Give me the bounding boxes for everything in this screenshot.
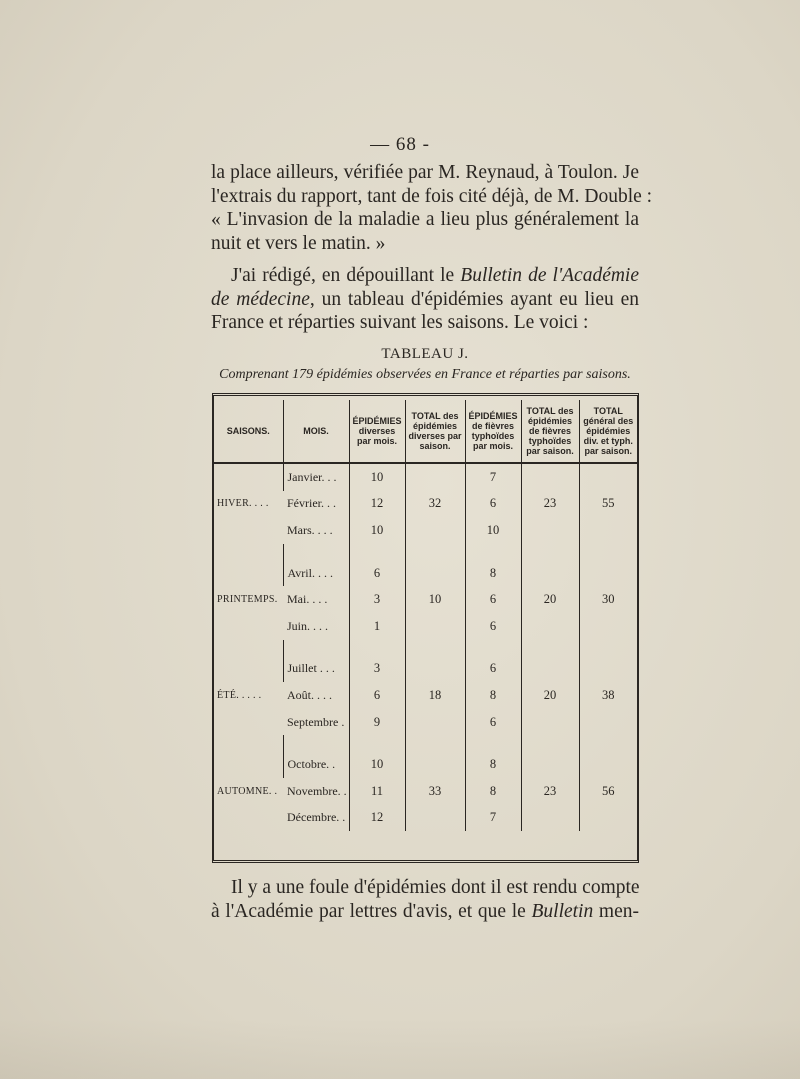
total-general-cell: 55 <box>579 463 637 544</box>
spacer-cell <box>521 640 579 656</box>
table-row <box>214 656 637 683</box>
season-separator-row <box>214 640 637 656</box>
month-cell: Juin. . . . <box>287 618 329 633</box>
typhoides-cell: 8 <box>465 778 521 805</box>
spacer-cell <box>465 640 521 656</box>
table-row <box>214 560 637 587</box>
table-row <box>214 463 637 491</box>
text-run: , un tableau d'épidémies ayant eu lieu en <box>309 288 640 310</box>
typhoides-cell: 8 <box>465 560 521 587</box>
diverses-cell: 12 <box>349 491 405 518</box>
epidemic-table <box>214 400 637 831</box>
text-run: à l'Académie par lettres d'avis, et que le <box>211 900 532 922</box>
spacer-cell <box>405 735 465 751</box>
diverses-cell: 1 <box>349 613 405 640</box>
month-cell: Mars. . . . <box>287 522 333 537</box>
column-header: MOIS. <box>283 400 349 463</box>
column-header: TOTAL des épidémies diverses par saison. <box>405 400 465 463</box>
table-title: TABLEAU J. <box>381 346 469 362</box>
paragraph-2 <box>211 264 639 335</box>
spacer-cell <box>405 544 465 560</box>
text-line: l'extrais du rapport, tant de fois cité déjà, de M. Double : <box>211 185 653 207</box>
month-cell: Décembre. . <box>287 810 346 825</box>
total-typhoides-cell: 20 <box>521 560 579 640</box>
diverses-cell: 10 <box>349 751 405 778</box>
typhoides-cell: 6 <box>465 613 521 640</box>
spacer-cell <box>214 544 283 560</box>
spacer-cell <box>579 544 637 560</box>
page-shading <box>0 1019 800 1079</box>
text-run: J'ai rédigé, en dépouillant le <box>231 265 461 286</box>
spacer-cell <box>349 544 405 560</box>
table-row <box>214 751 637 778</box>
diverses-cell: 6 <box>349 682 405 709</box>
month-cell: Avril. . . . <box>283 560 349 587</box>
spacer-cell <box>283 640 349 656</box>
season-separator-row <box>214 735 637 751</box>
total-general-cell: 30 <box>579 560 637 640</box>
text-line: « L'invasion de la maladie a lieu plus généralement la <box>211 209 639 231</box>
typhoides-cell: 8 <box>465 682 521 709</box>
page-number: — 68 - <box>370 134 430 155</box>
paragraph-3 <box>211 876 639 923</box>
spacer-cell <box>405 640 465 656</box>
season-cell: ÉTÉ. . . . . <box>217 689 262 701</box>
month-cell: Août. . . . <box>287 687 332 702</box>
typhoides-cell: 6 <box>465 656 521 683</box>
typhoides-cell: 6 <box>465 491 521 518</box>
spacer-cell <box>349 735 405 751</box>
season-cell: AUTOMNE. . <box>217 785 278 797</box>
season-separator-row <box>214 544 637 560</box>
spacer-cell <box>521 544 579 560</box>
text-line <box>211 900 639 924</box>
spacer-cell <box>465 544 521 560</box>
total-diverses-cell: 10 <box>405 560 465 640</box>
epidemic-table-frame <box>212 393 639 863</box>
table-header-row <box>214 400 637 463</box>
month-cell: Septembre . <box>287 714 345 729</box>
text-line: nuit et vers le matin. » <box>211 233 386 255</box>
column-header: TOTAL général des épidémies div. et typh. par saison. <box>579 400 637 463</box>
month-cell: Juillet . . . <box>283 656 349 683</box>
diverses-cell: 10 <box>349 463 405 491</box>
table-body <box>214 463 637 831</box>
typhoides-cell: 10 <box>465 517 521 544</box>
total-typhoides-cell: 23 <box>521 751 579 831</box>
diverses-cell: 3 <box>349 586 405 613</box>
total-general-cell: 56 <box>579 751 637 831</box>
diverses-cell: 9 <box>349 709 405 736</box>
column-header: SAISONS. <box>214 400 283 463</box>
text-line: France et réparties suivant les saisons. Le voici : <box>211 312 589 334</box>
spacer-cell <box>465 735 521 751</box>
text-line <box>211 264 639 288</box>
text-run: men- <box>593 900 639 922</box>
month-cell: Novembre. . <box>287 783 347 798</box>
italic-title: Bulletin de l'Académie <box>460 265 640 286</box>
spacer-cell <box>214 640 283 656</box>
typhoides-cell: 7 <box>465 805 521 832</box>
diverses-cell: 3 <box>349 656 405 683</box>
spacer-cell <box>283 544 349 560</box>
spacer-cell <box>349 640 405 656</box>
text-line: Il y a une foule d'épidémies dont il est rendu compte <box>231 877 640 898</box>
text-line: la place ailleurs, vérifiée par M. Reynaud, à Toulon. Je <box>211 162 639 183</box>
total-diverses-cell: 32 <box>405 463 465 544</box>
spacer-cell <box>579 640 637 656</box>
total-general-cell: 38 <box>579 656 637 736</box>
diverses-cell: 12 <box>349 805 405 832</box>
spacer-cell <box>214 735 283 751</box>
total-typhoides-cell: 23 <box>521 463 579 544</box>
spacer-cell <box>579 735 637 751</box>
month-cell: Janvier. . . <box>283 463 349 491</box>
month-cell: Février. . . <box>287 496 336 511</box>
paragraph-1 <box>211 161 653 256</box>
total-diverses-cell: 33 <box>405 751 465 831</box>
spacer-cell <box>521 735 579 751</box>
column-header: ÉPIDÉMIES de fièvres typhoïdes par mois. <box>465 400 521 463</box>
season-cell: HIVER. . . . <box>217 498 269 510</box>
typhoides-cell: 6 <box>465 586 521 613</box>
typhoides-cell: 6 <box>465 709 521 736</box>
typhoides-cell: 8 <box>465 751 521 778</box>
column-header: ÉPIDÉMIES diverses par mois. <box>349 400 405 463</box>
month-cell: Octobre. . <box>283 751 349 778</box>
table-subtitle: Comprenant 179 épidémies observées en France et réparties par saisons. <box>219 367 631 382</box>
italic-title: Bulletin <box>531 900 594 922</box>
spacer-cell <box>283 735 349 751</box>
italic-title: de médecine <box>211 288 310 310</box>
month-cell: Mai. . . . <box>287 592 328 607</box>
column-header: TOTAL des épidémies de fièvres typhoïdes par saison. <box>521 400 579 463</box>
text-line <box>211 288 639 312</box>
diverses-cell: 11 <box>349 778 405 805</box>
diverses-cell: 6 <box>349 560 405 587</box>
diverses-cell: 10 <box>349 517 405 544</box>
total-typhoides-cell: 20 <box>521 656 579 736</box>
season-cell: PRINTEMPS. <box>217 594 278 606</box>
typhoides-cell: 7 <box>465 463 521 491</box>
total-diverses-cell: 18 <box>405 656 465 736</box>
